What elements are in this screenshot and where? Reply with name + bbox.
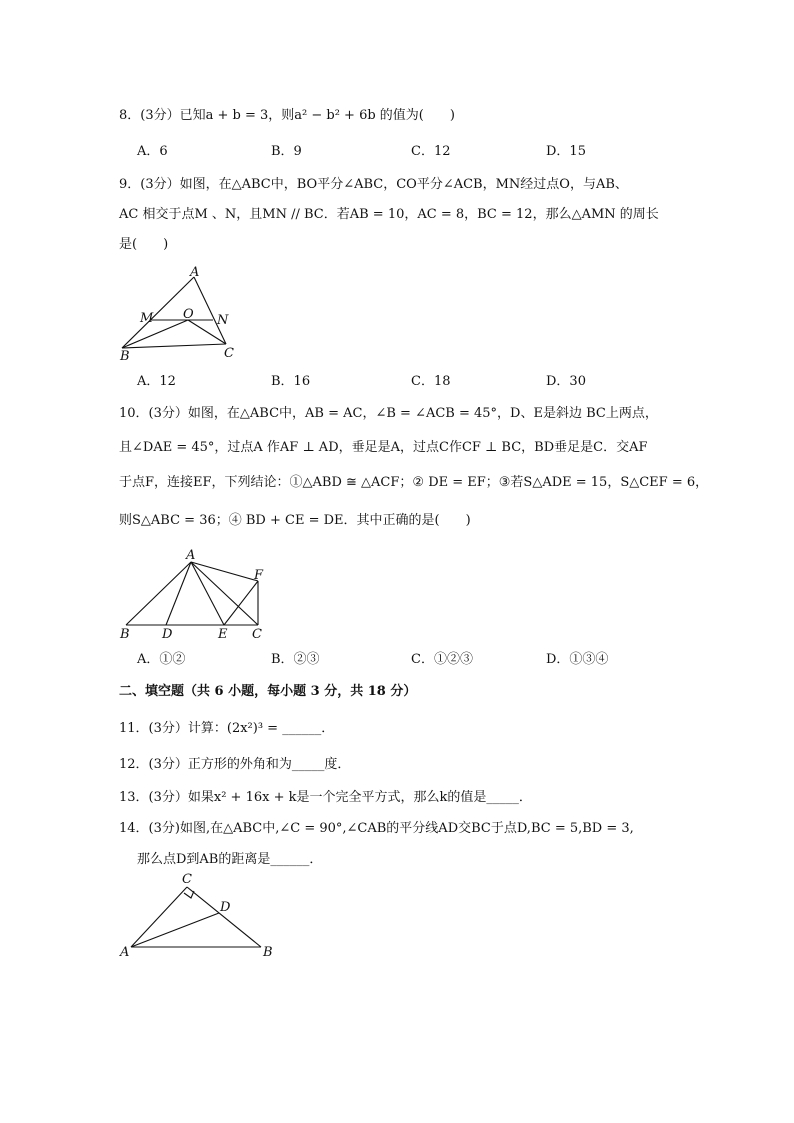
- q14-label-b: B: [263, 945, 273, 960]
- q9-stem-line3: 是( ): [119, 237, 169, 252]
- q9-label-b: B: [120, 349, 130, 364]
- q14-label-c: C: [182, 872, 192, 887]
- q10-label-b: B: [120, 627, 130, 642]
- q8-option-a[interactable]: A．6: [137, 144, 168, 159]
- q9-label-o: O: [183, 307, 194, 322]
- q10-label-c: C: [252, 627, 262, 642]
- q9-label-m: M: [140, 311, 154, 326]
- q14-stem-line1: 14．(3分)如图,在△ABC中,∠C = 90°,∠CAB的平分线AD交BC于点D,BC = 5,BD = 3,: [119, 821, 634, 836]
- q8-option-d[interactable]: D．15: [546, 144, 586, 159]
- q10-option-d[interactable]: D．①③④: [546, 652, 609, 667]
- q9-stem-line1: 9．(3分）如图，在△ABC中，BO平分∠ABC，CO平分∠ACB，MN经过点O，与AB、: [119, 177, 628, 192]
- q10-option-c[interactable]: C．①②③: [411, 652, 473, 667]
- q13-stem: 13．(3分）如果x² + 16x + k是一个完全平方式，那么k的值是_____．: [119, 790, 532, 805]
- q14-stem-line2: 那么点D到AB的距离是______．: [137, 852, 323, 867]
- section-heading-fill-blank: 二、填空题（共 6 小题，每小题 3 分，共 18 分）: [119, 684, 417, 699]
- q9-option-a[interactable]: A．12: [137, 374, 176, 389]
- q10-option-b[interactable]: B．②③: [271, 652, 320, 667]
- q8-stem: 8．(3分）已知a + b = 3，则a² − b² + 6b 的值为( ): [119, 108, 455, 123]
- q9-label-c: C: [224, 346, 234, 361]
- q14-right-triangle-figure: [115, 870, 280, 965]
- q14-label-a: A: [120, 945, 130, 960]
- q8-option-b[interactable]: B．9: [271, 144, 302, 159]
- q8-option-c[interactable]: C．12: [411, 144, 451, 159]
- q9-label-n: N: [217, 313, 229, 328]
- q10-stem-line4: 则S△ABC = 36；④ BD + CE = DE．其中正确的是( ): [119, 513, 471, 528]
- q11-stem: 11．(3分）计算：(2x²)³ = ______．: [119, 721, 335, 736]
- q9-option-c[interactable]: C．18: [411, 374, 451, 389]
- q9-stem-line2: AC 相交于点M 、N，且MN // BC．若AB = 10，AC = 8，BC = 12，那么△AMN 的周长: [119, 207, 659, 222]
- q14-label-d: D: [220, 900, 231, 915]
- q9-option-d[interactable]: D．30: [546, 374, 586, 389]
- q9-triangle-figure: [110, 262, 250, 366]
- q10-label-a: A: [186, 548, 196, 563]
- q10-label-e: E: [218, 627, 228, 642]
- q10-triangle-figure: [110, 545, 280, 645]
- q10-option-a[interactable]: A．①②: [137, 652, 186, 667]
- q10-label-f: F: [254, 568, 264, 583]
- q10-stem-line2: 且∠DAE = 45°，过点A 作AF ⊥ AD，垂足是A，过点C作CF ⊥ BC，BD垂足是C．交AF: [119, 440, 648, 455]
- q9-label-a: A: [190, 265, 200, 280]
- q12-stem: 12．(3分）正方形的外角和为_____度．: [119, 757, 351, 772]
- q10-stem-line1: 10．(3分）如图，在△ABC中，AB = AC，∠B = ∠ACB = 45°，D、E是斜边 BC上两点，: [119, 406, 658, 421]
- q9-option-b[interactable]: B．16: [271, 374, 311, 389]
- q10-label-d: D: [162, 627, 173, 642]
- q10-stem-line3: 于点F，连接EF，下列结论：①△ABD ≅ △ACF；② DE = EF；③若S△ADE = 15，S△CEF = 6，: [119, 475, 709, 490]
